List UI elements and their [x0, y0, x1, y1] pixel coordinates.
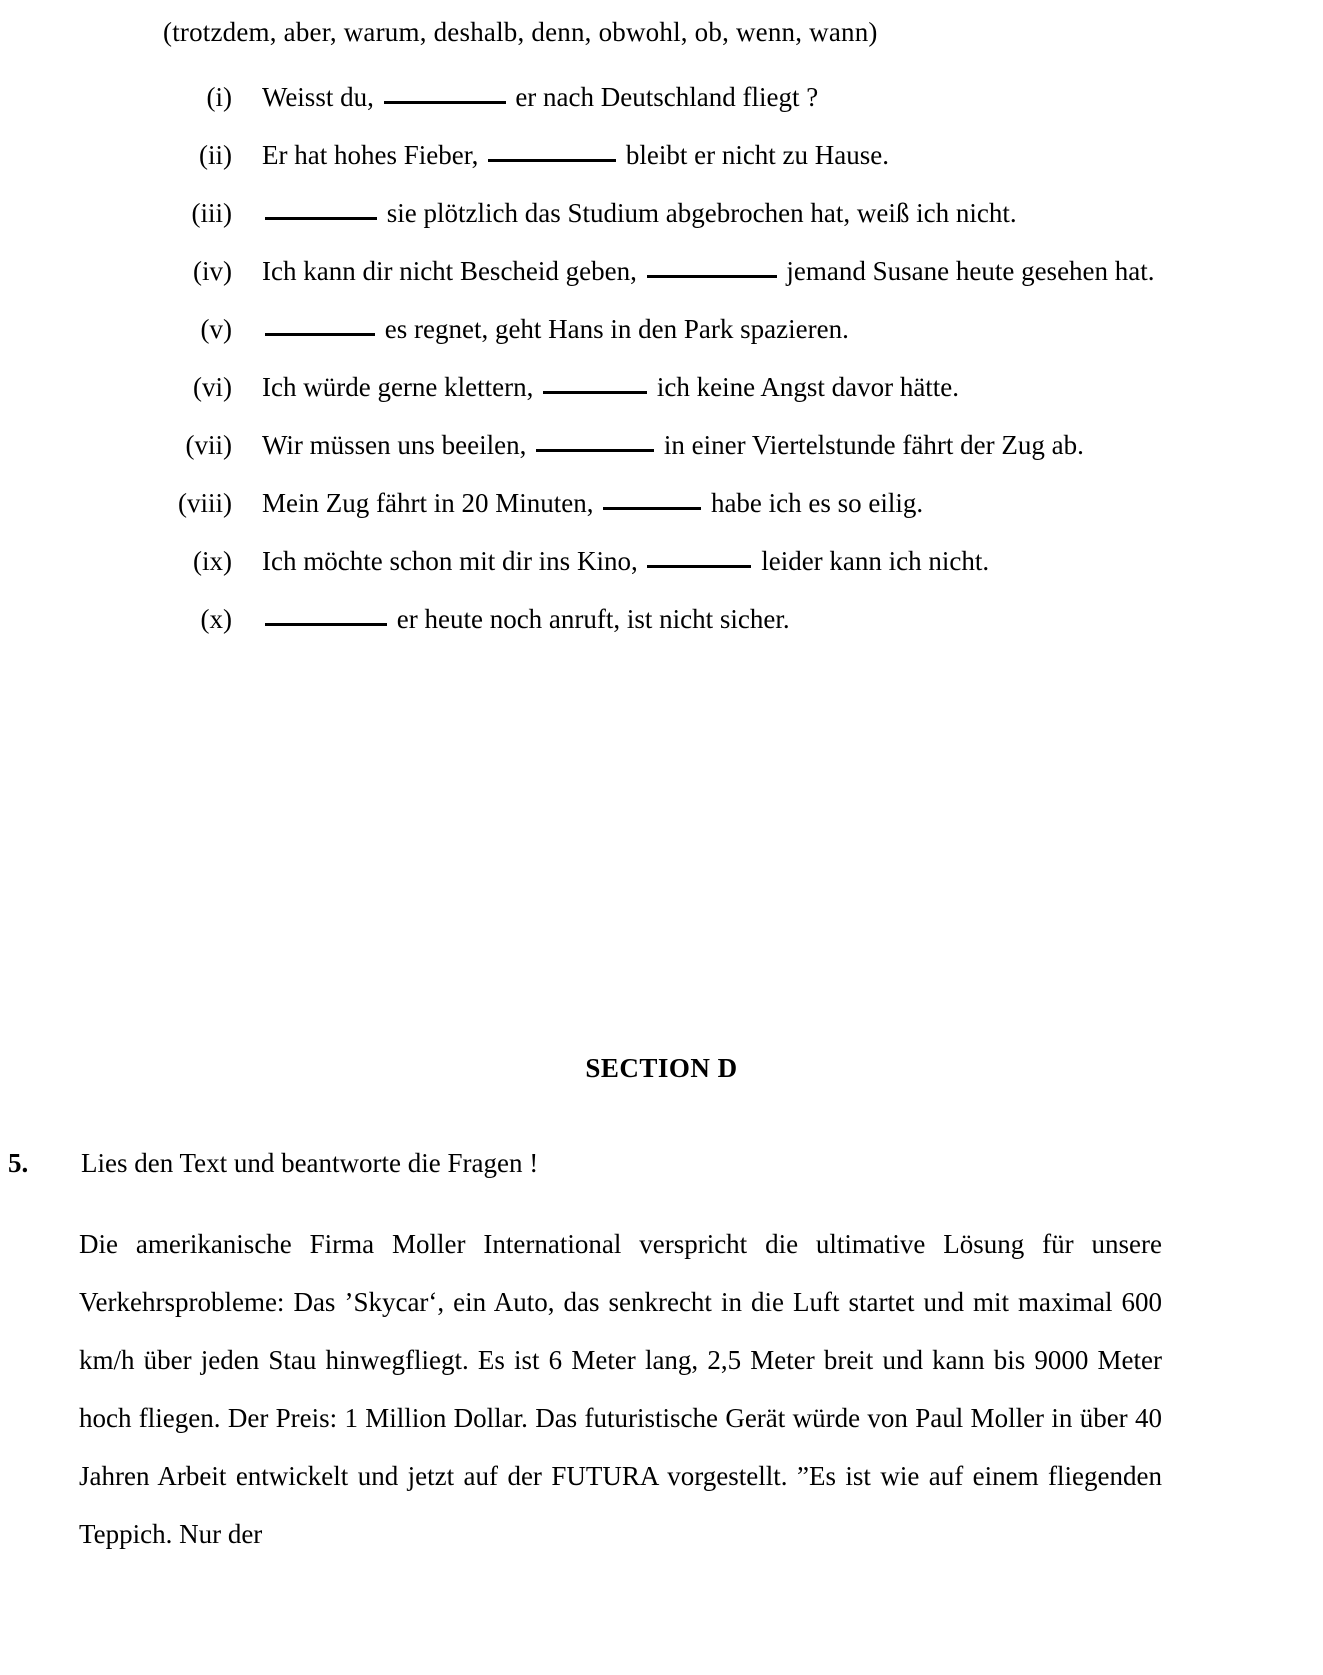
sentence-suffix: es regnet, geht Hans in den Park spazieren. — [384, 314, 849, 344]
blank-item-number: (ix) — [193, 546, 232, 576]
answer-blank[interactable] — [543, 374, 647, 394]
blank-item — [0, 76, 1323, 118]
answer-blank[interactable] — [488, 142, 616, 162]
sentence-prefix: Wir müssen uns beeilen, — [262, 430, 527, 460]
blank-item-number: (iii) — [191, 198, 232, 228]
sentence-prefix: Weisst du, — [262, 82, 374, 112]
fill-in-the-blank-list — [0, 76, 1323, 656]
blank-item-number: (iv) — [193, 256, 232, 286]
blank-item — [0, 134, 1323, 176]
answer-blank[interactable] — [647, 548, 751, 568]
blank-item-number: (v) — [200, 314, 232, 344]
blank-item-number: (vi) — [193, 372, 232, 402]
blank-item — [0, 250, 1323, 292]
blank-item-sentence — [262, 598, 1200, 640]
sentence-prefix: Er hat hohes Fieber, — [262, 140, 479, 170]
sentence-prefix: Ich kann dir nicht Bescheid geben, — [262, 256, 637, 286]
blank-item — [0, 192, 1323, 234]
word-bank: (trotzdem, aber, warum, deshalb, denn, obwohl, ob, wenn, wann) — [163, 17, 878, 47]
answer-blank[interactable] — [647, 258, 777, 278]
blank-item-sentence — [262, 540, 1200, 582]
blank-item-sentence — [262, 192, 1200, 234]
question-5-row — [0, 1142, 1323, 1184]
sentence-suffix: ich keine Angst davor hätte. — [656, 372, 960, 402]
blank-item — [0, 424, 1323, 466]
blank-item-sentence — [262, 424, 1200, 466]
sentence-suffix: bleibt er nicht zu Hause. — [625, 140, 890, 170]
question-5-number: 5. — [8, 1148, 29, 1178]
blank-item-number: (x) — [200, 604, 232, 634]
blank-item-sentence — [262, 76, 1200, 118]
sentence-suffix: sie plötzlich das Studium abgebrochen hat, weiß ich nicht. — [386, 198, 1017, 228]
blank-item — [0, 598, 1323, 640]
blank-item-number: (i) — [206, 82, 232, 112]
sentence-prefix: Ich möchte schon mit dir ins Kino, — [262, 546, 638, 576]
blank-item-sentence — [262, 134, 1200, 176]
sentence-suffix: jemand Susane heute gesehen hat. — [786, 256, 1155, 286]
answer-blank[interactable] — [384, 84, 506, 104]
blank-item-sentence — [262, 250, 1200, 292]
blank-item-sentence — [262, 308, 1200, 350]
sentence-suffix: habe ich es so eilig. — [710, 488, 924, 518]
answer-blank[interactable] — [265, 606, 387, 626]
reading-passage-text: Die amerikanische Firma Moller International verspricht die ultimative Lösung für unsere Verkehrsprobleme: Das ’Skycar‘, ein Auto, das senkrecht in die Luft startet und mit maximal 600 km/h über jeden Stau hinwegfliegt. Es ist 6 Meter lang, 2,5 Meter breit und kann bis 9000 Meter hoch fliegen. Der Preis: 1 Million Dollar. Das futuristische Gerät würde von Paul Moller in über 40 Jahren Arbeit entwickelt und jetzt auf der FUTURA vorgestellt. ”Es ist wie auf einem fliegenden Teppich. Nur der — [79, 1229, 1162, 1549]
answer-blank[interactable] — [536, 432, 654, 452]
blank-item-number: (ii) — [199, 140, 232, 170]
blank-item-number: (vii) — [185, 430, 232, 460]
sentence-suffix: er nach Deutschland fliegt ? — [515, 82, 819, 112]
sentence-suffix: leider kann ich nicht. — [761, 546, 990, 576]
blank-item — [0, 482, 1323, 524]
sentence-suffix: er heute noch anruft, ist nicht sicher. — [396, 604, 790, 634]
sentence-prefix: Mein Zug fährt in 20 Minuten, — [262, 488, 594, 518]
blank-item-sentence — [262, 366, 1200, 408]
section-heading: SECTION D — [585, 1053, 738, 1083]
blank-item — [0, 366, 1323, 408]
question-5-instruction: Lies den Text und beantworte die Fragen ! — [81, 1148, 539, 1178]
answer-blank[interactable] — [265, 200, 377, 220]
reading-passage — [79, 1215, 1162, 1563]
answer-blank[interactable] — [265, 316, 375, 336]
sentence-prefix: Ich würde gerne klettern, — [262, 372, 534, 402]
blank-item — [0, 308, 1323, 350]
blank-item-number: (viii) — [178, 488, 232, 518]
answer-blank[interactable] — [603, 490, 701, 510]
blank-item-sentence — [262, 482, 1200, 524]
blank-item — [0, 540, 1323, 582]
sentence-suffix: in einer Viertelstunde fährt der Zug ab. — [663, 430, 1084, 460]
